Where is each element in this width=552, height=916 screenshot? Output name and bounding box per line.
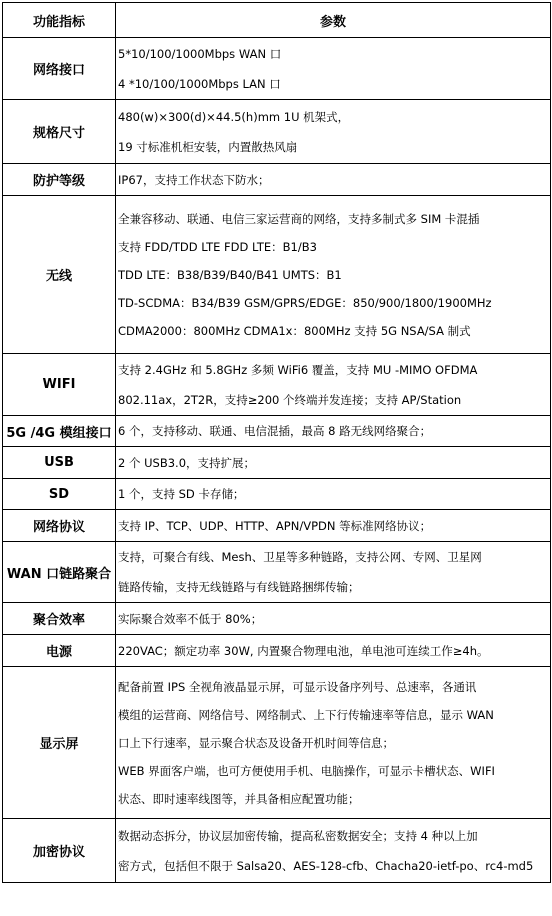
value-line: 19 寸标准机柜安装，内置散热风扇 [118,139,298,154]
param-name: 聚合效率 [3,603,116,635]
value-line: CDMA2000：800MHz CDMA1x：800MHz 支持 5G NSA/SA 制式 [118,323,471,338]
table-row [3,164,551,196]
spec-table [2,2,551,883]
value-line: 480(w)×300(d)×44.5(h)mm 1U 机架式， [118,109,350,124]
table-row [3,196,551,354]
table-row [3,354,551,416]
table-row [3,38,551,100]
value-line: 实际聚合效率不低于 80%； [118,611,263,626]
param-name: 显示屏 [3,667,116,819]
table-row [3,542,551,603]
param-name: WIFI [3,354,116,416]
value-line: 4 *10/100/1000Mbps LAN 口 [118,76,281,91]
param-value [116,510,551,542]
value-line: IP67，支持工作状态下防水； [118,172,270,187]
table-row [3,479,551,510]
value-line: 数据动态拆分，协议层加密传输，提高私密数据安全；支持 4 种以上加 [118,828,478,843]
param-name: 防护等级 [3,164,116,196]
param-value [116,196,551,354]
param-value [116,38,551,100]
param-value [116,164,551,196]
value-line: 支持 2.4GHz 和 5.8GHz 多频 WiFi6 覆盖，支持 MU -MIMO OFDMA [118,362,478,377]
value-line: 802.11ax，2T2R，支持≥200 个终端并发连接；支持 AP/Station [118,392,462,407]
param-value [116,635,551,667]
table-row [3,667,551,819]
param-value [116,354,551,416]
table-row [3,100,551,164]
param-value [116,479,551,510]
header-params: 参数 [116,3,551,38]
header-function: 功能指标 [3,3,116,38]
param-value [116,603,551,635]
param-name: 规格尺寸 [3,100,116,164]
param-value [116,542,551,603]
value-line: 220VAC；额定功率 30W, 内置聚合物理电池，单电池可连续工作≥4h。 [118,643,489,658]
value-line: 2 个 USB3.0，支持扩展； [118,455,256,470]
table-row [3,635,551,667]
param-name: USB [3,447,116,479]
table-row [3,416,551,447]
param-name: 无线 [3,196,116,354]
param-value [116,819,551,883]
value-line: TDD LTE：B38/B39/B40/B41 UMTS：B1 [118,267,342,282]
param-value [116,447,551,479]
value-line: 口上下行速率，显示聚合状态及设备开机时间等信息； [118,735,394,750]
table-row [3,603,551,635]
value-line: 模组的运营商、网络信号、网络制式、上下行传输速率等信息，显示 WAN [118,707,494,722]
value-line: 5*10/100/1000Mbps WAN 口 [118,46,282,61]
param-name: 网络协议 [3,510,116,542]
value-line: 6 个，支持移动、联通、电信混插，最高 8 路无线网络聚合； [118,424,432,438]
value-line: WEB 界面客户端，也可方便使用手机、电脑操作，可显示卡槽状态、WIFI [118,763,495,778]
param-name: 加密协议 [3,819,116,883]
value-line: 支持，可聚合有线、Mesh、卫星等多种链路，支持公网、专网、卫星网 [118,550,482,564]
param-value [116,667,551,819]
value-line: 状态、即时速率线图等，并具备相应配置功能； [118,791,360,806]
param-name: 5G /4G 模组接口 [3,416,116,447]
param-value [116,416,551,447]
value-line: 配备前置 IPS 全视角液晶显示屏，可显示设备序列号、总速率，各通讯 [118,679,477,694]
table-row [3,510,551,542]
value-line: 1 个，支持 SD 卡存储； [118,487,245,501]
value-line: TD-SCDMA：B34/B39 GSM/GPRS/EDGE：850/900/1800/1900MHz [118,295,492,310]
value-line: 支持 FDD/TDD LTE FDD LTE：B1/B3 [118,239,317,254]
table-row [3,819,551,883]
value-line: 全兼容移动、联通、电信三家运营商的网络，支持多制式多 SIM 卡混插 [118,211,480,226]
param-name: SD [3,479,116,510]
value-line: 支持 IP、TCP、UDP、HTTP、APN/VPDN 等标准网络协议； [118,518,432,533]
param-name: WAN 口链路聚合 [3,542,116,603]
value-line: 密方式，包括但不限于 Salsa20、AES-128-cfb、Chacha20-ietf-po、rc4-md5 [118,858,534,873]
param-name: 网络接口 [3,38,116,100]
table-row [3,447,551,479]
table-header-row [3,3,551,38]
param-value [116,100,551,164]
param-name: 电源 [3,635,116,667]
value-line: 链路传输，支持无线链路与有线链路捆绑传输； [118,580,360,594]
